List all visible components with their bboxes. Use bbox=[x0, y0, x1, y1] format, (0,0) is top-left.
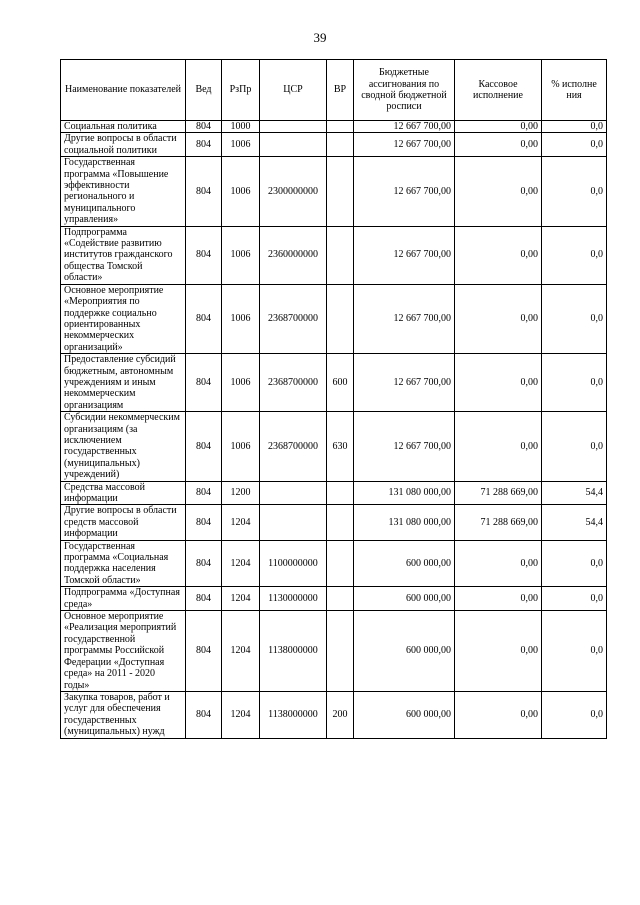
table-body bbox=[61, 121, 607, 739]
cell-cash-execution: 0,00 bbox=[455, 587, 542, 611]
cell-cash-execution: 0,00 bbox=[455, 226, 542, 284]
cell-cash-execution: 0,00 bbox=[455, 121, 542, 133]
cell-execution-percent: 0,0 bbox=[542, 611, 607, 692]
cell-name: Социальная политика bbox=[61, 121, 186, 133]
cell-execution-percent: 0,0 bbox=[542, 133, 607, 157]
header-execution-percent: % исполне ния bbox=[542, 60, 607, 121]
cell-rzpr: 1000 bbox=[222, 121, 260, 133]
cell-execution-percent: 54,4 bbox=[542, 481, 607, 505]
cell-cash-execution: 0,00 bbox=[455, 412, 542, 481]
table-row bbox=[61, 691, 607, 738]
page-number: 39 bbox=[313, 30, 327, 45]
cell-assignments: 131 080 000,00 bbox=[354, 505, 455, 540]
cell-csr: 1100000000 bbox=[260, 540, 327, 587]
cell-vr bbox=[327, 284, 354, 353]
cell-rzpr: 1200 bbox=[222, 481, 260, 505]
cell-csr: 1138000000 bbox=[260, 611, 327, 692]
cell-csr: 1130000000 bbox=[260, 587, 327, 611]
cell-vr bbox=[327, 157, 354, 226]
cell-assignments: 12 667 700,00 bbox=[354, 354, 455, 412]
cell-ved: 804 bbox=[186, 691, 222, 738]
table-row bbox=[61, 354, 607, 412]
cell-assignments: 131 080 000,00 bbox=[354, 481, 455, 505]
cell-csr bbox=[260, 121, 327, 133]
cell-assignments: 600 000,00 bbox=[354, 540, 455, 587]
table-row bbox=[61, 611, 607, 692]
cell-name: Подпрограмма «Содействие развитию институтов гражданского общества Томской области» bbox=[61, 226, 186, 284]
cell-csr: 2368700000 bbox=[260, 354, 327, 412]
cell-name: Закупка товаров, работ и услуг для обеспечения государственных (муниципальных) нужд bbox=[61, 691, 186, 738]
cell-assignments: 600 000,00 bbox=[354, 587, 455, 611]
cell-cash-execution: 0,00 bbox=[455, 611, 542, 692]
cell-csr: 2368700000 bbox=[260, 412, 327, 481]
cell-rzpr: 1006 bbox=[222, 226, 260, 284]
cell-ved: 804 bbox=[186, 284, 222, 353]
cell-vr bbox=[327, 226, 354, 284]
cell-rzpr: 1006 bbox=[222, 284, 260, 353]
table-row bbox=[61, 157, 607, 226]
cell-name: Подпрограмма «Доступная среда» bbox=[61, 587, 186, 611]
cell-ved: 804 bbox=[186, 611, 222, 692]
cell-execution-percent: 0,0 bbox=[542, 691, 607, 738]
cell-name: Другие вопросы в области средств массовой информации bbox=[61, 505, 186, 540]
header-csr: ЦСР bbox=[260, 60, 327, 121]
cell-assignments: 12 667 700,00 bbox=[354, 157, 455, 226]
cell-ved: 804 bbox=[186, 157, 222, 226]
cell-ved: 804 bbox=[186, 587, 222, 611]
table-row bbox=[61, 284, 607, 353]
header-rzpr: РзПр bbox=[222, 60, 260, 121]
header-cash-execution: Кассовое исполнение bbox=[455, 60, 542, 121]
cell-execution-percent: 0,0 bbox=[542, 540, 607, 587]
cell-name: Государственная программа «Социальная поддержка населения Томской области» bbox=[61, 540, 186, 587]
cell-name: Предоставление субсидий бюджетным, автономным учреждениям и иным некоммерческим организациям bbox=[61, 354, 186, 412]
cell-cash-execution: 0,00 bbox=[455, 354, 542, 412]
cell-name: Средства массовой информации bbox=[61, 481, 186, 505]
cell-vr: 600 bbox=[327, 354, 354, 412]
cell-execution-percent: 54,4 bbox=[542, 505, 607, 540]
cell-cash-execution: 0,00 bbox=[455, 133, 542, 157]
cell-ved: 804 bbox=[186, 412, 222, 481]
cell-rzpr: 1006 bbox=[222, 157, 260, 226]
cell-name: Основное мероприятие «Мероприятия по поддержке социально ориентированных некоммерческих организаций» bbox=[61, 284, 186, 353]
cell-name: Другие вопросы в области социальной политики bbox=[61, 133, 186, 157]
cell-ved: 804 bbox=[186, 226, 222, 284]
table-row bbox=[61, 412, 607, 481]
cell-assignments: 600 000,00 bbox=[354, 691, 455, 738]
cell-execution-percent: 0,0 bbox=[542, 226, 607, 284]
cell-vr: 200 bbox=[327, 691, 354, 738]
cell-rzpr: 1204 bbox=[222, 691, 260, 738]
cell-ved: 804 bbox=[186, 133, 222, 157]
cell-rzpr: 1204 bbox=[222, 587, 260, 611]
cell-csr bbox=[260, 133, 327, 157]
cell-csr: 2360000000 bbox=[260, 226, 327, 284]
cell-execution-percent: 0,0 bbox=[542, 354, 607, 412]
cell-rzpr: 1204 bbox=[222, 505, 260, 540]
cell-rzpr: 1006 bbox=[222, 412, 260, 481]
cell-ved: 804 bbox=[186, 121, 222, 133]
table-row bbox=[61, 226, 607, 284]
cell-vr bbox=[327, 133, 354, 157]
cell-execution-percent: 0,0 bbox=[542, 412, 607, 481]
cell-execution-percent: 0,0 bbox=[542, 157, 607, 226]
table-row bbox=[61, 133, 607, 157]
cell-csr bbox=[260, 481, 327, 505]
budget-table bbox=[60, 59, 607, 739]
cell-cash-execution: 0,00 bbox=[455, 540, 542, 587]
cell-rzpr: 1204 bbox=[222, 540, 260, 587]
cell-vr bbox=[327, 505, 354, 540]
cell-ved: 804 bbox=[186, 540, 222, 587]
cell-ved: 804 bbox=[186, 505, 222, 540]
cell-assignments: 12 667 700,00 bbox=[354, 412, 455, 481]
header-vr: ВР bbox=[327, 60, 354, 121]
cell-ved: 804 bbox=[186, 354, 222, 412]
table-row bbox=[61, 121, 607, 133]
cell-assignments: 12 667 700,00 bbox=[354, 226, 455, 284]
header-name: Наименование показателей bbox=[61, 60, 186, 121]
cell-name: Основное мероприятие «Реализация мероприятий государственной программы Российской Федерации «Доступная среда» на 2011 - 2020 годы» bbox=[61, 611, 186, 692]
cell-cash-execution: 71 288 669,00 bbox=[455, 505, 542, 540]
cell-vr bbox=[327, 587, 354, 611]
cell-csr bbox=[260, 505, 327, 540]
cell-csr: 2368700000 bbox=[260, 284, 327, 353]
cell-vr: 630 bbox=[327, 412, 354, 481]
cell-assignments: 600 000,00 bbox=[354, 611, 455, 692]
cell-vr bbox=[327, 611, 354, 692]
cell-name: Субсидии некоммерческим организациям (за исключением государственных (муниципальных) учреждений) bbox=[61, 412, 186, 481]
cell-csr: 2300000000 bbox=[260, 157, 327, 226]
cell-ved: 804 bbox=[186, 481, 222, 505]
cell-cash-execution: 71 288 669,00 bbox=[455, 481, 542, 505]
cell-assignments: 12 667 700,00 bbox=[354, 133, 455, 157]
cell-rzpr: 1204 bbox=[222, 611, 260, 692]
header-row bbox=[61, 60, 607, 121]
table-row bbox=[61, 481, 607, 505]
header-ved: Вед bbox=[186, 60, 222, 121]
cell-rzpr: 1006 bbox=[222, 133, 260, 157]
cell-execution-percent: 0,0 bbox=[542, 121, 607, 133]
header-assignments: Бюджетные ассигнования по сводной бюджетной росписи bbox=[354, 60, 455, 121]
cell-cash-execution: 0,00 bbox=[455, 284, 542, 353]
cell-name: Государственная программа «Повышение эффективности регионального и муниципального управления» bbox=[61, 157, 186, 226]
cell-rzpr: 1006 bbox=[222, 354, 260, 412]
cell-assignments: 12 667 700,00 bbox=[354, 284, 455, 353]
cell-execution-percent: 0,0 bbox=[542, 284, 607, 353]
cell-cash-execution: 0,00 bbox=[455, 691, 542, 738]
cell-assignments: 12 667 700,00 bbox=[354, 121, 455, 133]
cell-cash-execution: 0,00 bbox=[455, 157, 542, 226]
cell-execution-percent: 0,0 bbox=[542, 587, 607, 611]
table-row bbox=[61, 540, 607, 587]
table-row bbox=[61, 587, 607, 611]
table-row bbox=[61, 505, 607, 540]
cell-vr bbox=[327, 121, 354, 133]
cell-vr bbox=[327, 540, 354, 587]
cell-vr bbox=[327, 481, 354, 505]
cell-csr: 1138000000 bbox=[260, 691, 327, 738]
